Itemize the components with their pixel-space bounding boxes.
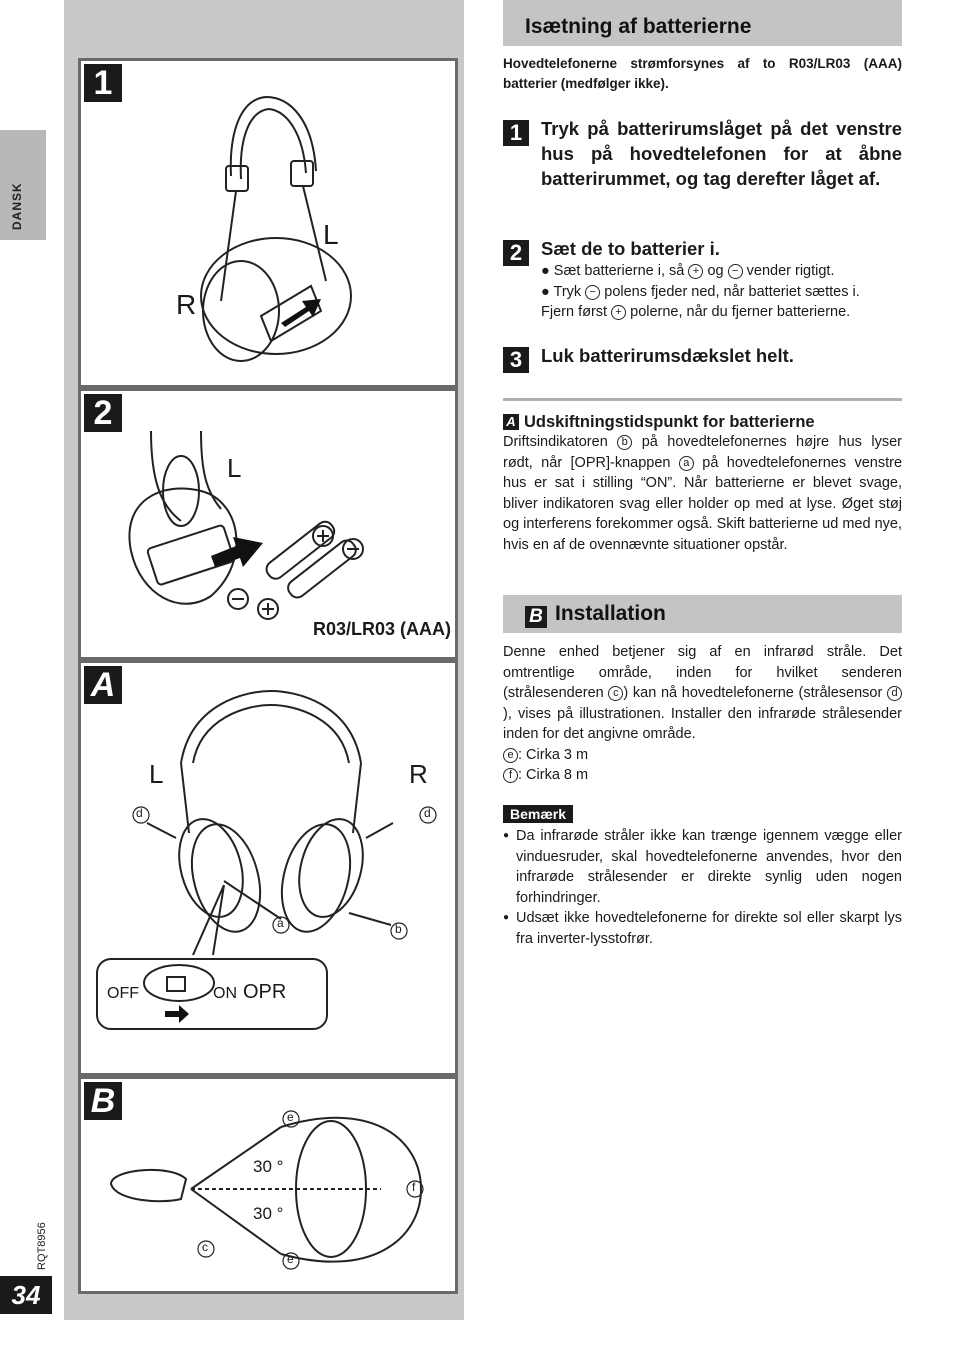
note-item: ● Da infrarøde stråler ikke kan trænge igennem vægge eller vinduesruder, skal hovedtelefonerne anvendes, hvor den infrarøde strålesender er direkte synlig uden nogen forhindringer. [503, 826, 902, 908]
marker-b-ref: b [617, 435, 632, 450]
step-3 [503, 343, 902, 372]
step-1-text: Tryk på batterirumslåget på det venstre hus på hovedtelefonen for at åbne batterirummet, og tag derefter låget af. [541, 118, 902, 189]
step-2-bullet-1: ● Sæt batterierne i, så + og − vender rigtigt. [541, 263, 835, 279]
battery-type-label: R03/LR03 (AAA) [312, 619, 451, 639]
step-3-text: Luk batterirumsdækslet helt. [541, 345, 794, 366]
headphone-front-illustration [81, 663, 455, 1073]
marker-f: f [412, 1180, 416, 1194]
marker-e-top: e [287, 1110, 294, 1124]
headphone-side-illustration [81, 61, 455, 385]
step-2 [503, 236, 902, 323]
section-B-badge: B [525, 606, 547, 628]
marker-d-left: d [136, 806, 143, 820]
ir-coverage-illustration [81, 1079, 455, 1291]
panel-1-label-left-side: L [323, 219, 339, 250]
section-battery-header [503, 0, 902, 46]
installation-paragraph: Denne enhed betjener sig af en infrarød stråle. Det omtrentlige område, inden for hvilket senderen (strålesenderen c ) kan nå hovedtelefonerne (strålesensor d), vises på illustrationen. Installer den infrarøde strålesender inden for det angivne område. [503, 644, 902, 742]
panel-A-badge: A [84, 666, 122, 704]
switch-opr-label: OPR [243, 981, 287, 1003]
step-2-bullet-2-cont: Fjern først + polerne, når du fjerner batterierne. [541, 304, 851, 320]
marker-f-ref: f [503, 768, 518, 783]
switch-on-label: ON [213, 985, 237, 1002]
marker-d-ref: d [887, 686, 902, 701]
language-tab [0, 130, 46, 240]
note-label: Bemærk [503, 805, 573, 823]
step-1-badge: 1 [503, 120, 529, 146]
marker-c: c [202, 1240, 208, 1254]
minus-pole-icon: − [585, 285, 600, 300]
plus-pole-icon: + [611, 305, 626, 320]
section-B-body [503, 642, 902, 786]
note-item: ● Udsæt ikke hovedtelefonerne for direkte sol eller skarpt lys fra inverter-lysstofrør. [503, 908, 902, 949]
section-A-badge: A [503, 414, 519, 430]
page-number: 34 [0, 1276, 52, 1314]
minus-pole-icon: − [728, 264, 743, 279]
step-2-badge: 2 [503, 240, 529, 266]
marker-a: a [277, 916, 284, 930]
distance-e: e : Cirka 3 m [503, 745, 902, 766]
marker-e-bottom: e [287, 1252, 294, 1266]
plus-pole-icon: + [688, 264, 703, 279]
panel-step-1 [78, 58, 458, 388]
section-divider [503, 398, 902, 401]
language-label: DANSK [10, 182, 24, 230]
panel-A-label-right: R [409, 759, 428, 789]
document-code: RQT8956 [36, 1222, 48, 1270]
step-2-text: Sæt de to batterier i. [541, 238, 720, 259]
illustration-column [64, 0, 464, 1320]
section-A [503, 413, 902, 555]
panel-1-label-right-side: R [176, 289, 197, 320]
switch-off-label: OFF [107, 985, 139, 1002]
angle-bottom-label: 30 ° [253, 1204, 284, 1223]
distance-f: f : Cirka 8 m [503, 765, 902, 786]
section-installation-heading [503, 595, 902, 633]
section-B-title: Installation [555, 602, 666, 625]
angle-top-label: 30 ° [253, 1157, 284, 1176]
marker-e-ref: e [503, 748, 518, 763]
section-A-heading [503, 413, 902, 432]
panel-A-label-left: L [149, 759, 164, 789]
step-1 [503, 116, 902, 191]
panel-step-2 [78, 388, 458, 660]
panel-2-label: L [227, 453, 242, 483]
section-battery-title: Isætning af batterierne [525, 15, 752, 38]
step-3-badge: 3 [503, 347, 529, 373]
note-list [503, 826, 902, 949]
panel-B-badge: B [84, 1082, 122, 1120]
section-A-body: Driftsindikatoren b på hovedtelefonernes højre hus lyser rødt, når [OPR]-knappen a på hovedtelefonernes venstre hus er sat i stilling “ON”. Når batterierne er blevet svage, bliver indikatoren svag eller holder op med at lyse. Øget støj og interferens forekommer også. Skift batterierne ud med nye, hvis en af de ovennævnte situationer opstår. [503, 434, 903, 553]
panel-1-badge: 1 [84, 64, 122, 102]
marker-b: b [395, 922, 402, 936]
battery-insert-illustration [81, 391, 455, 657]
section-installation-header [503, 595, 902, 633]
section-A-title: Udskiftningstidspunkt for batterierne [524, 413, 815, 431]
panel-2-badge: 2 [84, 394, 122, 432]
panel-A [78, 660, 458, 1076]
panel-B [78, 1076, 458, 1294]
marker-c-ref: c [608, 686, 623, 701]
marker-d-right: d [424, 806, 431, 820]
marker-a-ref: a [679, 456, 694, 471]
battery-intro: Hovedtelefonerne strømforsynes af to R03/LR03 (AAA) batterier (medfølger ikke). [503, 56, 902, 91]
step-2-bullet-2: ● Tryk − polens fjeder ned, når batteriet sættes i. [541, 283, 860, 300]
